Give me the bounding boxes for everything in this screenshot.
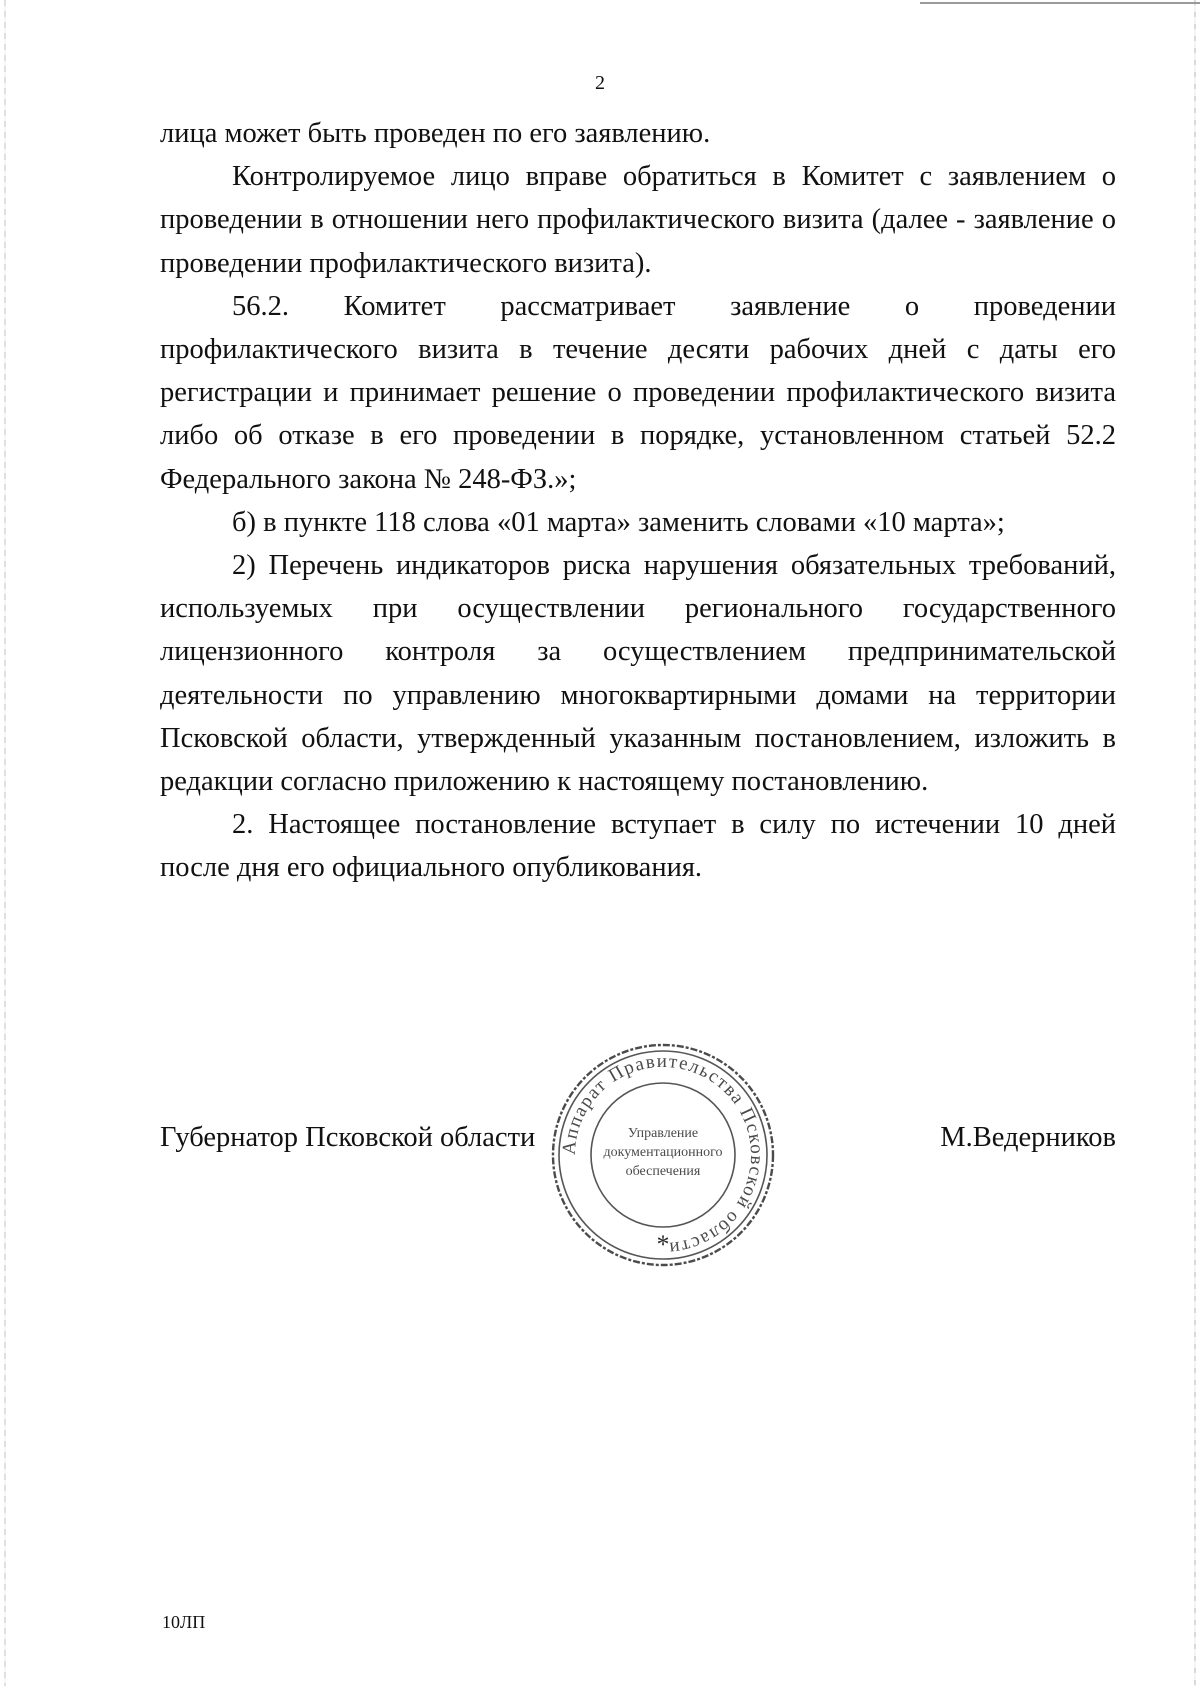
official-seal <box>548 1040 778 1270</box>
seal-inner-line-1: Управление <box>627 1126 699 1141</box>
paragraph-56-2: 56.2. Комитет рассматривает заявление о проведении профилактического визита в течение десяти рабочих дней с даты его регистрации и принимает решение о проведении профилактического визита либо об отказе в его проведении в порядке, установленном статьей 52.2 Федерального закона № 248-ФЗ.»; <box>160 290 1116 495</box>
seal-inner-line-3: обеспечения <box>625 1164 701 1179</box>
paragraph-item-2: 2) Перечень индикаторов риска нарушения обязательных требований, используемых при осуществлении регионального государственного лицензионного контроля за осуществлением предпринимательской деятельности по управлению многоквартирными домами на территории Псковской области, утвержденный указанным постановлением, изложить в редакции согласно приложению к настоящему постановлению. <box>160 550 1116 798</box>
seal-star: * <box>656 1230 670 1259</box>
signatory-position: Губернатор Псковской области <box>160 1122 536 1153</box>
paragraph-application-right: Контролируемое лицо вправе обратиться в Комитет с заявлением о проведении в отношении него профилактического визита (далее - заявление о проведении профилактического визита). <box>160 161 1116 279</box>
paragraph-continuation: лица может быть проведен по его заявлению. <box>160 118 711 149</box>
footer-code: 10ЛП <box>162 1612 206 1632</box>
paragraph-item-b: б) в пункте 118 слова «01 марта» заменить словами «10 марта»; <box>232 506 1005 538</box>
seal-inner-line-2: документационного <box>603 1145 723 1160</box>
scan-edge-left <box>4 0 6 1686</box>
scan-edge-right <box>1194 0 1196 1686</box>
page-number: 2 <box>595 72 605 94</box>
document-body <box>160 112 1116 890</box>
signatory-name: М.Ведерников <box>940 1122 1116 1153</box>
paragraph-entry-into-force: 2. Настоящее постановление вступает в силу по истечении 10 дней после дня его официального опубликования. <box>160 809 1116 884</box>
seal-stamp <box>548 1040 778 1270</box>
scan-edge-top <box>920 2 1200 4</box>
seal-outer-text: Аппарат Правительства Псковской области <box>558 1050 768 1259</box>
